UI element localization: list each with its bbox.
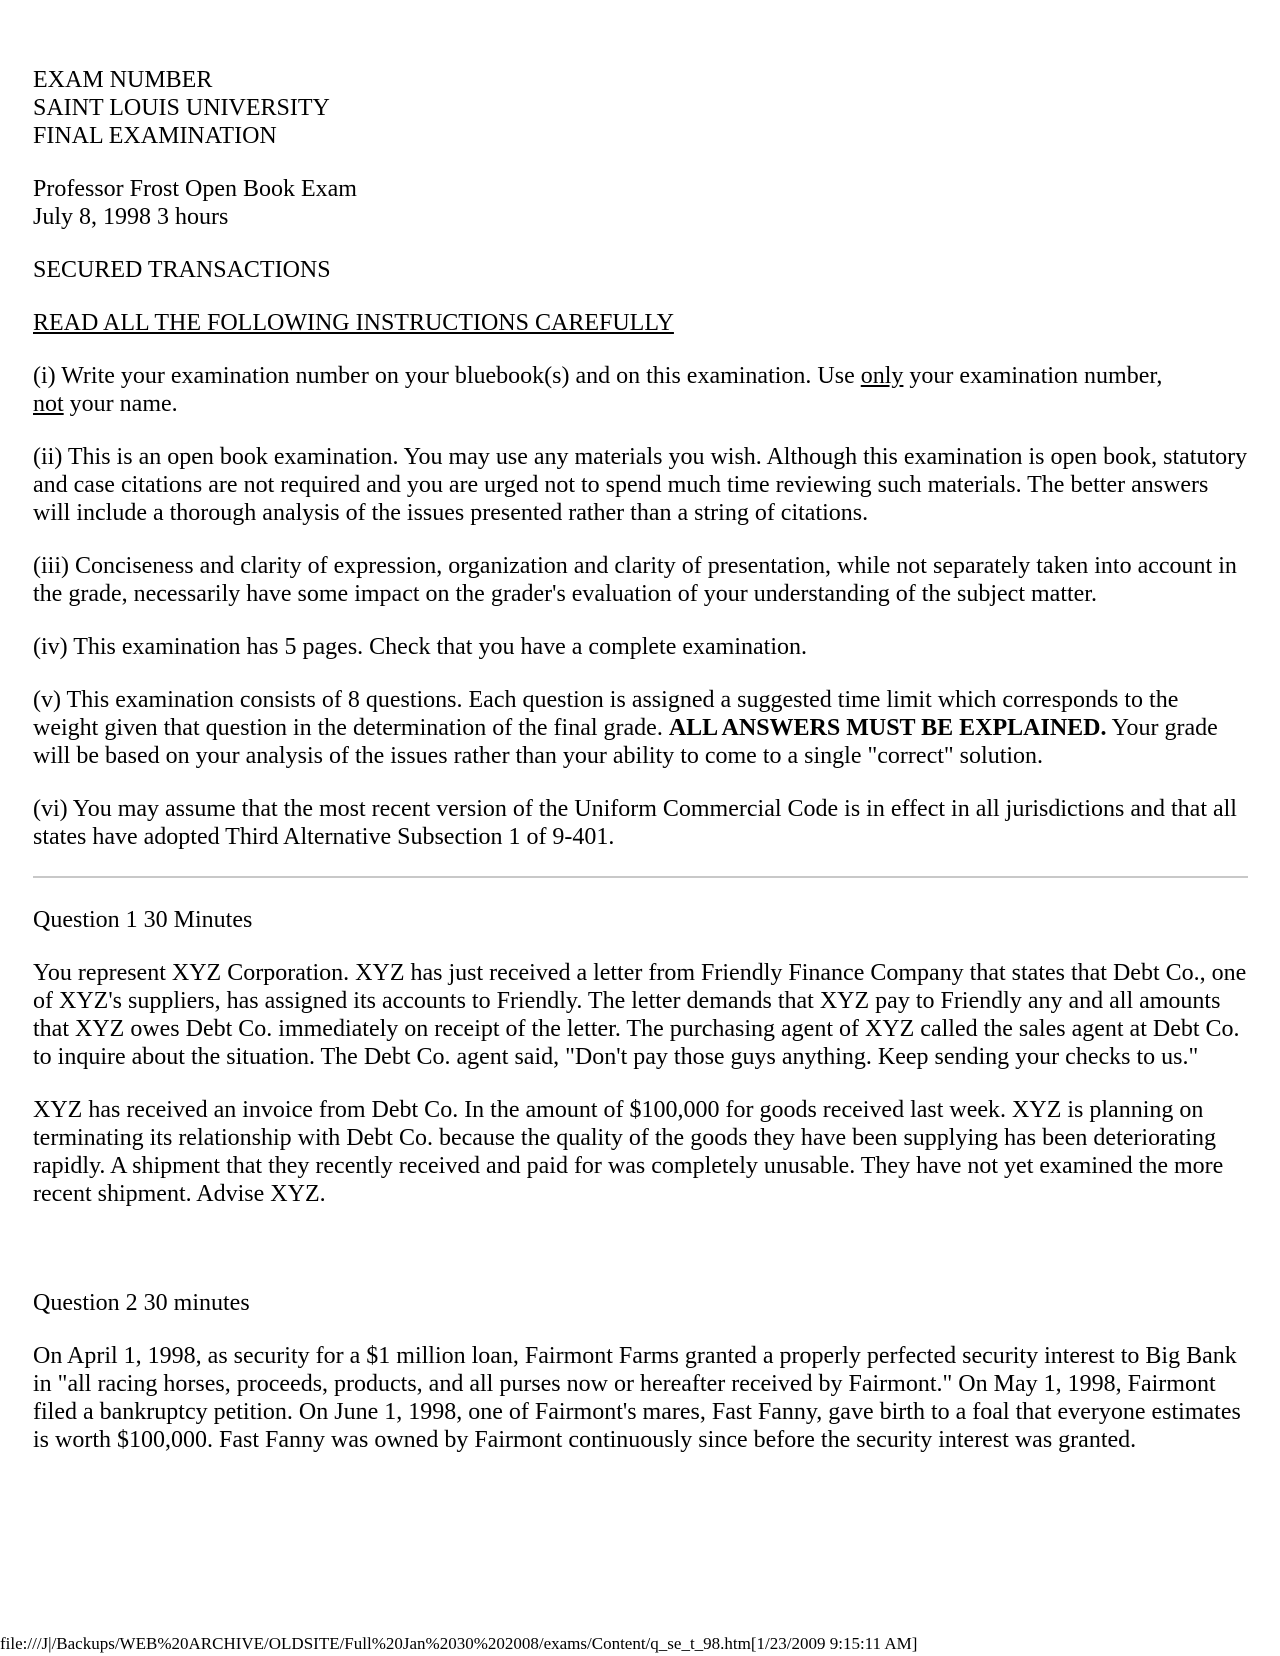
instruction-v-bold: ALL ANSWERS MUST BE EXPLAINED. xyxy=(668,715,1107,741)
section-divider xyxy=(33,876,1248,878)
instruction-i-part-3: your name. xyxy=(63,391,178,417)
exam-number-label: EXAM NUMBER xyxy=(33,67,213,93)
instruction-i-part-2: your examination number, xyxy=(903,363,1163,389)
emphasis-not: not xyxy=(33,391,64,417)
instruction-vi: (vi) You may assume that the most recent version of the Uniform Commercial Code is in effect in all jurisdictions and that all states have adopted Third Alternative Subsection 1 of 9-401. xyxy=(33,796,1237,850)
question-2-heading: Question 2 30 minutes xyxy=(33,1290,250,1316)
question-1-heading: Question 1 30 Minutes xyxy=(33,907,253,933)
question-2-paragraph-1: On April 1, 1998, as security for a $1 million loan, Fairmont Farms granted a properly perfected security interest to Big Bank in "all racing horses, proceeds, products, and all purses now or hereafter received by Fairmont." On May 1, 1998, Fairmont filed a bankruptcy petition. On June 1, 1998, one of Fairmont's mares, Fast Fanny, gave birth to a foal that everyone estimates is worth $100,000. Fast Fanny was owned by Fairmont continuously since before the security interest was granted. xyxy=(33,1343,1241,1453)
exam-document xyxy=(33,66,1248,1479)
instructions-heading: READ ALL THE FOLLOWING INSTRUCTIONS CAREFULLY xyxy=(33,310,674,336)
instruction-i xyxy=(33,362,1248,418)
exam-meta xyxy=(33,175,1248,231)
instruction-iv: (iv) This examination has 5 pages. Check that you have a complete examination. xyxy=(33,634,807,660)
course-title: SECURED TRANSACTIONS xyxy=(33,257,331,283)
university-name: SAINT LOUIS UNIVERSITY xyxy=(33,95,330,121)
file-path-footer: file:///J|/Backups/WEB%20ARCHIVE/OLDSITE/Full%20Jan%2030%202008/exams/Content/q_se_t_98.htm[1/23/2009 9:15:11 AM] xyxy=(0,1634,918,1653)
exam-type: FINAL EXAMINATION xyxy=(33,123,277,149)
instruction-v-part-2: Your grade will be based on your analysis of the issues rather than your ability to come to a single "correct" solution. xyxy=(33,715,1218,769)
question-spacer xyxy=(33,1233,1248,1289)
date-line: July 8, 1998 3 hours xyxy=(33,204,229,230)
instruction-v xyxy=(33,686,1248,770)
question-1-paragraph-2: XYZ has received an invoice from Debt Co. In the amount of $100,000 for goods received last week. XYZ is planning on terminating its relationship with Debt Co. because the quality of the goods they have been supplying has been deteriorating rapidly. A shipment that they recently received and paid for was completely unusable. They have not yet examined the more recent shipment. Advise XYZ. xyxy=(33,1097,1224,1207)
exam-header xyxy=(33,66,1248,150)
instruction-ii: (ii) This is an open book examination. You may use any materials you wish. Although this examination is open book, statutory and case citations are not required and you are urged not to spend much time reviewing such materials. The better answers will include a thorough analysis of the issues presented rather than a string of citations. xyxy=(33,444,1248,526)
question-1-paragraph-1: You represent XYZ Corporation. XYZ has just received a letter from Friendly Finance Company that states that Debt Co., one of XYZ's suppliers, has assigned its accounts to Friendly. The letter demands that XYZ pay to Friendly any and all amounts that XYZ owes Debt Co. immediately on receipt of the letter. The purchasing agent of XYZ called the sales agent at Debt Co. to inquire about the situation. The Debt Co. agent said, "Don't pay those guys anything. Keep sending your checks to us." xyxy=(33,960,1247,1070)
instruction-iii: (iii) Conciseness and clarity of expression, organization and clarity of presentation, while not separately taken into account in the grade, necessarily have some impact on the grader's evaluation of your understanding of the subject matter. xyxy=(33,553,1237,607)
emphasis-only: only xyxy=(860,363,904,389)
professor-line: Professor Frost Open Book Exam xyxy=(33,176,357,202)
instruction-v-part-1: (v) This examination consists of 8 questions. Each question is assigned a suggested time limit which corresponds to the weight given that question in the determination of the final grade. xyxy=(33,687,1179,741)
instruction-i-part-1: (i) Write your examination number on your bluebook(s) and on this examination. Use xyxy=(33,363,861,389)
